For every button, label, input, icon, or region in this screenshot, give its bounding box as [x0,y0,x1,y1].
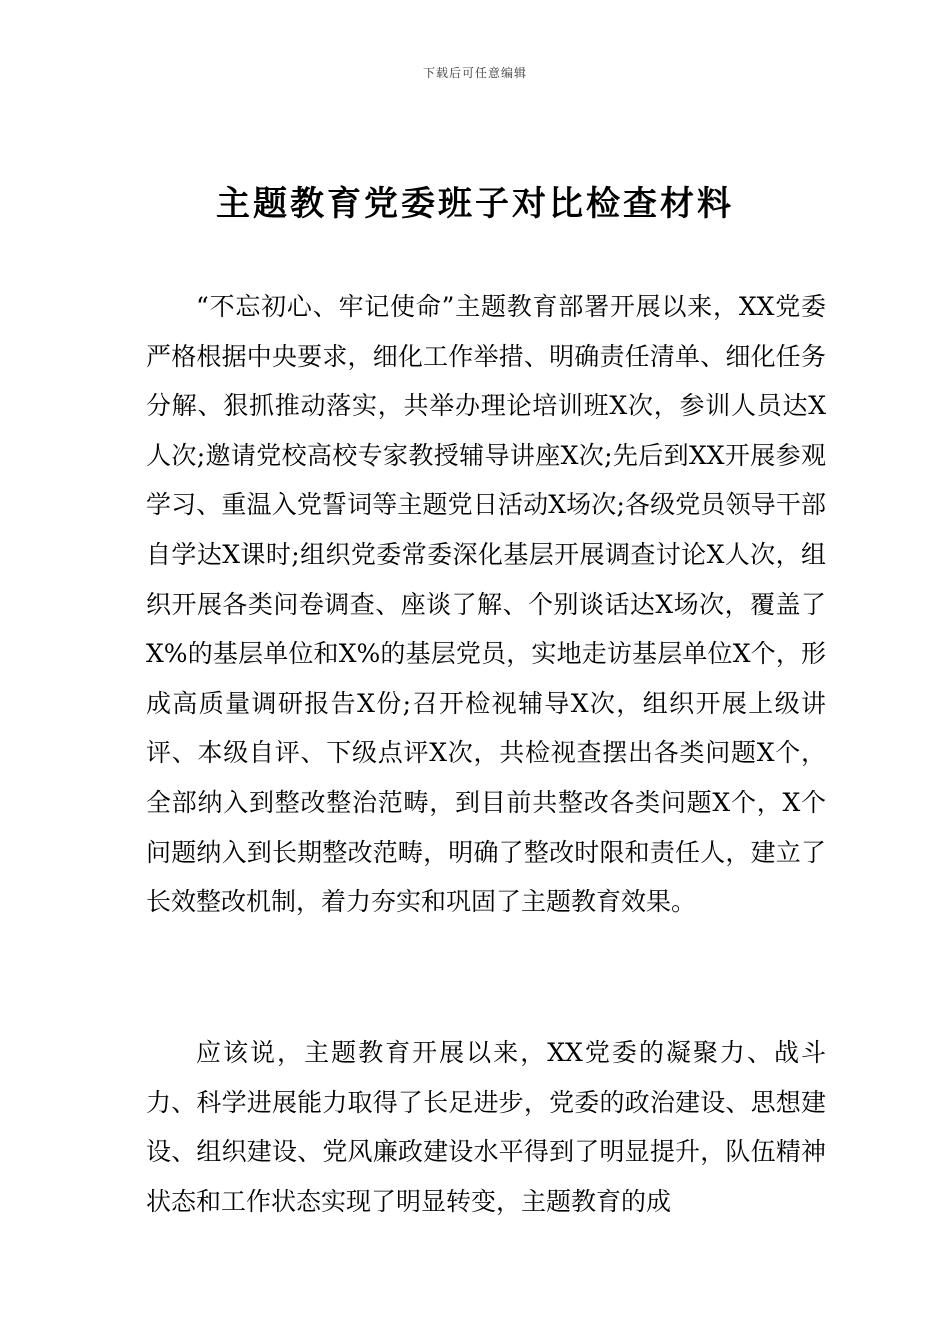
document-title: 主题教育党委班子对比检查材料 [216,184,734,224]
header-note: 下载后可任意编辑 [422,66,527,80]
body-paragraph-1: “不忘初心、牢记使命”主题教育部署开展以来，XX党委严格根据中央要求，细化工作举措、明确责任清单、细化任务分解、狠抓推动落实，共举办理论培训班X次，参训人员达X人次;邀请党校高校专家教授辅导讲座X次;先后到XX开展参观学习、重温入党誓词等主题党日活动X场次;各级党员领导干部自学达X课时;组织党委常委深化基层开展调查讨论X人次，组织开展各类问卷调查、座谈了解、个别谈话达X场次，覆盖了X%的基层单位和X%的基层党员，实地走访基层单位X个，形成高质量调研报告X份;召开检视辅导X次，组织开展上级讲评、本级自评、下级点评X次，共检视查摆出各类问题X个，全部纳入到整改整治范畴，到目前共整改各类问题X个，X个问题纳入到长期整改范畴，明确了整改时限和责任人，建立了长效整改机制，着力夯实和巩固了主题教育效果。 [146,292,826,917]
body-paragraph-2: 应该说，主题教育开展以来，XX党委的凝聚力、战斗力、科学进展能力取得了长足进步，党委的政治建设、思想建设、组织建设、党风廉政建设水平得到了明显提升，队伍精神状态和工作状态实现了明显转变，主题教育的成 [146,1038,826,1216]
